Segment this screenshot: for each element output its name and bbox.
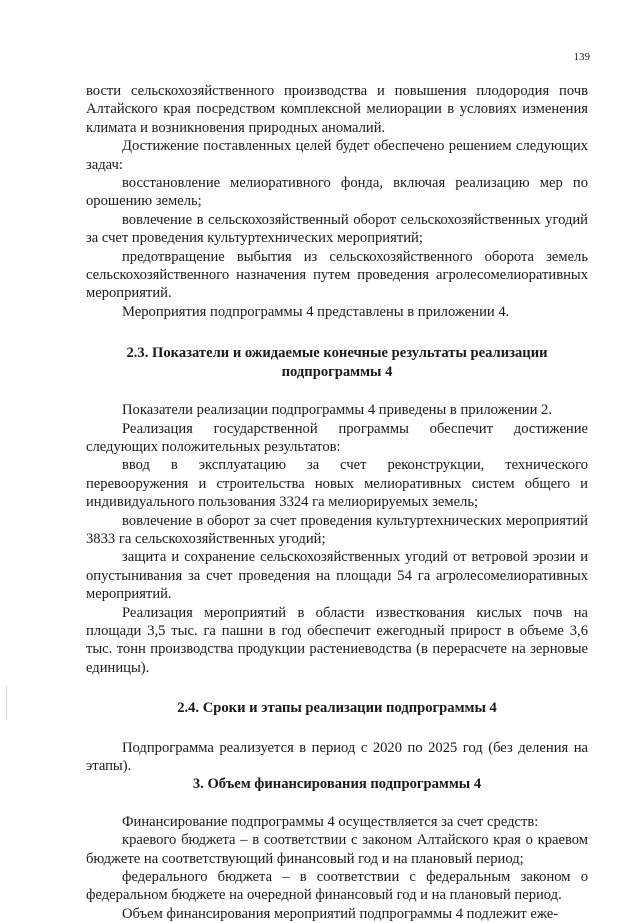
paragraph-continuation: вости сельскохозяйственного производства и повышения плодородия почв Алтайского края посредством комплексной мелиорации в условиях изменения климата и возникновения природных аномалий. xyxy=(86,83,588,136)
paragraph-funding-volume: Объем финансирования мероприятий подпрограммы 4 подлежит еже- xyxy=(122,905,559,922)
paragraph-task-2: вовлечение в сельскохозяйственный оборот сельскохозяйственных угодий за счет проведения культуртехнических мероприятий; xyxy=(86,211,588,247)
paragraph-funding-intro: Финансирование подпрограммы 4 осуществляется за счет средств: xyxy=(122,813,539,830)
section-heading-2-4: 2.4. Сроки и этапы реализации подпрограммы 4 xyxy=(177,700,497,717)
section-heading-3: 3. Объем финансирования подпрограммы 4 xyxy=(192,776,482,793)
paragraph-tasks-intro: Достижение поставленных целей будет обеспечено решением следующих задач: xyxy=(86,138,588,173)
paragraph-indicators: Показатели реализации подпрограммы 4 приведены в приложении 2. xyxy=(122,402,552,419)
paragraph-result-1: ввод в эксплуатацию за счет реконструкции, технического перевооружения и строительства новых мелиоративных систем общего и индивидуального пользования 3324 га мелиорируемых земель; xyxy=(86,457,588,511)
paragraph-result-2: вовлечение в оборот за счет проведения культуртехнических мероприятий 3833 га сельскохозяйственных угодий; xyxy=(86,512,588,547)
paragraph-task-3: предотвращение выбытия из сельскохозяйственного оборота земель сельскохозяйственного назначения путем проведения агролесомелиоративных мероприятий. xyxy=(86,248,588,302)
scan-edge-mark xyxy=(6,686,7,720)
paragraph-federal-budget: федерального бюджета – в соответствии с федеральным законом о федеральном бюджете на очередной финансовый год и на плановый период. xyxy=(86,869,588,904)
page-number: 139 xyxy=(573,51,590,63)
section-heading-2-3: 2.3. Показатели и ожидаемые конечные результаты реализации подпрограммы 4 xyxy=(126,345,548,380)
paragraph-result-3: защита и сохранение сельскохозяйственных угодий от ветровой эрозии и опустынивания за счет проведения на площади 54 га агролесомелиоративных мероприятий. xyxy=(86,549,588,603)
paragraph-regional-budget: краевого бюджета – в соответствии с законом Алтайского края о краевом бюджете на соответствующий финансовый год и на плановый период; xyxy=(86,832,588,867)
paragraph-measures-ref: Мероприятия подпрограммы 4 представлены в приложении 4. xyxy=(122,303,510,320)
paragraph-results-intro: Реализация государственной программы обеспечит достижение следующих положительных результатов: xyxy=(86,420,588,455)
paragraph-period: Подпрограмма реализуется в период с 2020 по 2025 год (без деления на этапы). xyxy=(86,739,588,774)
paragraph-liming: Реализация мероприятий в области известкования кислых почв на площади 3,5 тыс. га пашни в год обеспечит ежегодный прирост в объеме 3,6 тыс. тонн производства продукции растениеводства (в перерасчете на зерновые единицы). xyxy=(86,604,588,676)
paragraph-task-1: восстановление мелиоративного фонда, включая реализацию мер по орошению земель; xyxy=(86,175,588,210)
